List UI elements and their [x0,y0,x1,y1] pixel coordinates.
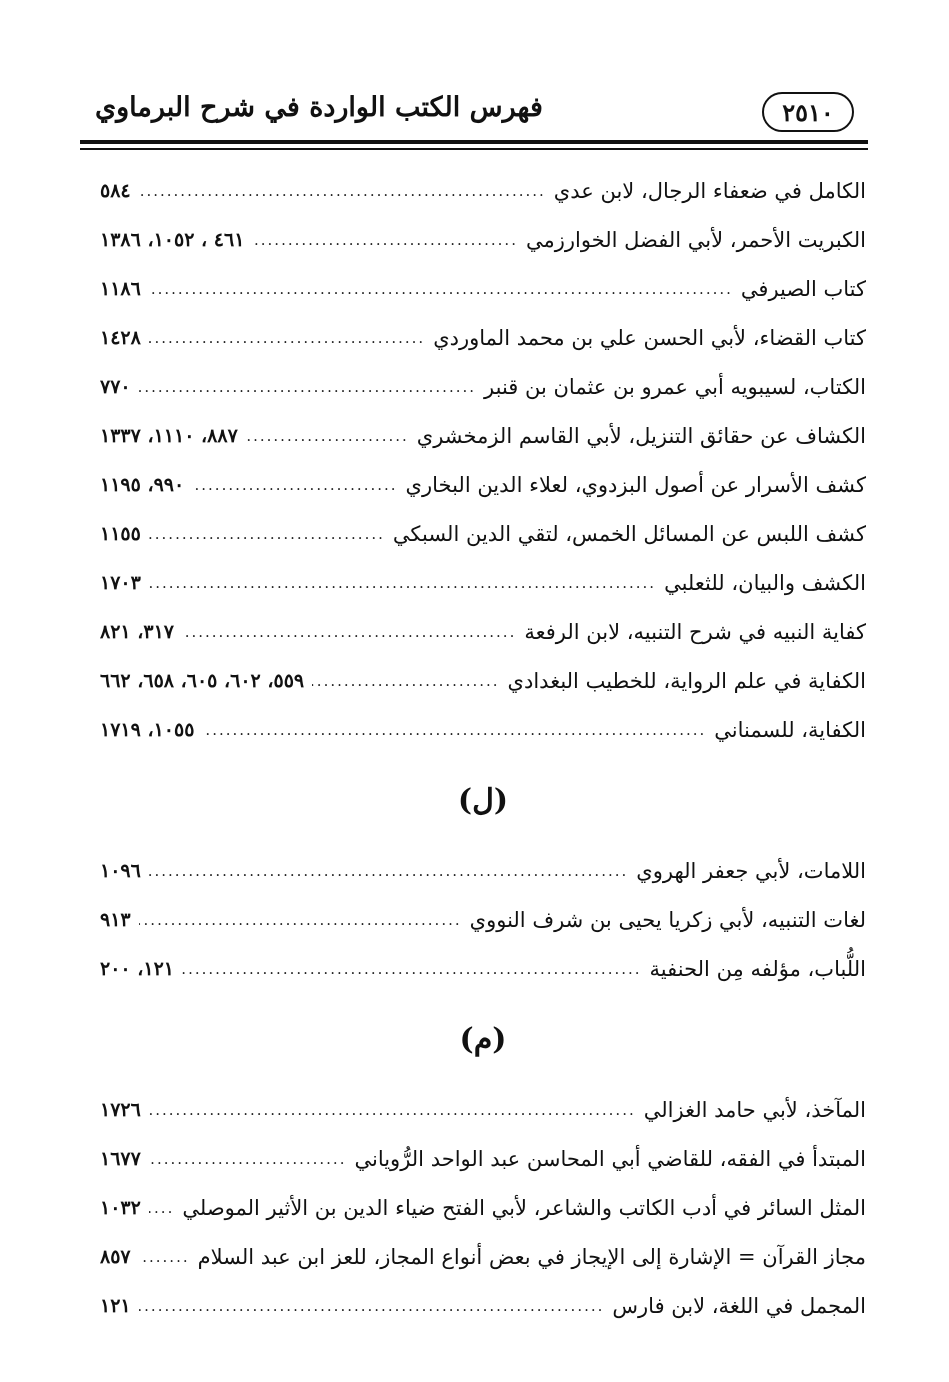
entry-pages: ١٧٠٣ [100,571,141,594]
entry-title: المبتدأ في الفقه، للقاضي أبي المحاسن عبد الواحد الرُّوياني [354,1146,866,1171]
index-entry [100,313,866,362]
header-rule-thick [80,140,868,144]
entry-pages: ١٦٧٧ [100,1147,141,1170]
entry-title: الكبريت الأحمر، لأبي الفضل الخوارزمي [525,227,866,252]
index-entry [100,264,866,313]
index-entry [100,1134,866,1183]
index-entry [100,895,866,944]
leader-dots [149,280,733,298]
entry-title: الكفاية في علم الرواية، للخطيب البغدادي [507,668,866,693]
entry-title: الكتاب، لسيبويه أبي عمرو بن عثمان بن قنبر [484,374,866,399]
entry-title: المثل السائر في أدب الكاتب والشاعر، لأبي الفتح ضياء الدين بن الأثير الموصلي [182,1195,866,1220]
index-entry [100,509,866,558]
index-entry [100,1085,866,1134]
index-entry [100,166,866,215]
entry-pages: ١٠٩٦ [100,859,141,882]
leader-dots [192,476,397,494]
entry-pages: ٨٨٧، ١١١٠، ١٣٣٧ [100,424,238,447]
section-letter-heading: (ل) [457,782,509,818]
leader-dots [246,427,409,445]
index-entries [100,166,866,1330]
entry-title: المآخذ، لأبي حامد الغزالي [643,1097,866,1122]
entry-title: الكشاف عن حقائق التنزيل، لأبي القاسم الزمخشري [416,423,866,448]
entry-pages: ٥٨٤ [100,179,131,202]
entry-pages: ١٢١ [100,1294,131,1317]
leader-dots [149,862,628,880]
entry-pages: ٣١٧، ٨٢١ [100,620,174,643]
leader-dots [252,231,518,249]
entry-pages: ١٠٣٢ [100,1196,141,1219]
entry-title: كشف اللبس عن المسائل الخمس، لتقي الدين السبكي [392,521,866,546]
entry-pages: ١١٨٦ [100,277,141,300]
entry-title: الكامل في ضعفاء الرجال، لابن عدي [553,178,866,203]
index-entry [100,362,866,411]
leader-dots [139,911,462,929]
entry-pages: ١٧٢٦ [100,1098,141,1121]
leader-dots [139,1297,605,1315]
entry-title: اللُّباب، مؤلفه مِن الحنفية [649,956,866,981]
leader-dots [149,1199,175,1217]
leader-dots [149,574,656,592]
index-entry [100,460,866,509]
entry-pages: ٤٦١ ، ١٠٥٢، ١٣٨٦ [100,228,245,251]
leader-dots [149,1101,636,1119]
page-header [95,92,854,142]
leader-dots [149,525,385,543]
header-title: فهرس الكتب الواردة في شرح البرماوي [95,92,543,123]
entry-title: لغات التنبيه، لأبي زكريا يحيى بن شرف النووي [469,907,866,932]
index-entry [100,846,866,895]
index-entry [100,705,866,754]
index-entry [100,1183,866,1232]
section-letter-heading: (م) [459,1021,507,1057]
leader-dots [202,721,706,739]
index-entry [100,944,866,993]
entry-title: الكفاية، للسمناني [714,717,866,742]
index-entry [100,411,866,460]
index-entry [100,607,866,656]
entry-title: كتاب الصيرفي [740,276,866,301]
leader-dots [139,378,476,396]
page-number-badge: ٢٥١٠ [762,92,854,132]
entry-pages: ٩١٣ [100,908,131,931]
index-entry [100,558,866,607]
entry-pages: ١١٥٥ [100,522,141,545]
index-entry [100,215,866,264]
entry-title: كفاية النبيه في شرح التنبيه، لابن الرفعة [524,619,866,644]
entry-title: المجمل في اللغة، لابن فارس [612,1293,866,1318]
entry-pages: ٧٧٠ [100,375,131,398]
entry-pages: ١٠٥٥، ١٧١٩ [100,718,195,741]
entry-pages: ٨٥٧ [100,1245,131,1268]
leader-dots [149,329,425,347]
entry-title: اللامات، لأبي جعفر الهروي [636,858,866,883]
index-entry [100,1281,866,1330]
leader-dots [312,672,499,690]
index-entry [100,1232,866,1281]
leader-dots [149,1150,347,1168]
leader-dots [139,1248,190,1266]
header-rule-thin [80,148,868,150]
entry-title: الكشف والبيان، للثعلبي [664,570,866,595]
entry-pages: ٩٩٠، ١١٩٥ [100,473,185,496]
entry-pages: ١٤٢٨ [100,326,141,349]
entry-title: كشف الأسرار عن أصول البزدوي، لعلاء الدين البخاري [405,472,866,497]
entry-title: كتاب القضاء، لأبي الحسن علي بن محمد الماوردي [433,325,866,350]
entry-pages: ١٢١، ٢٠٠ [100,957,174,980]
index-entry [100,656,866,705]
leader-dots [182,960,642,978]
leader-dots [139,182,546,200]
entry-title: مجاز القرآن = الإشارة إلى الإيجاز في بعض أنواع المجاز، للعز ابن عبد السلام [197,1244,866,1269]
entry-pages: ٥٥٩، ٦٠٢، ٦٠٥، ٦٥٨، ٦٦٢ [100,669,305,692]
leader-dots [182,623,516,641]
